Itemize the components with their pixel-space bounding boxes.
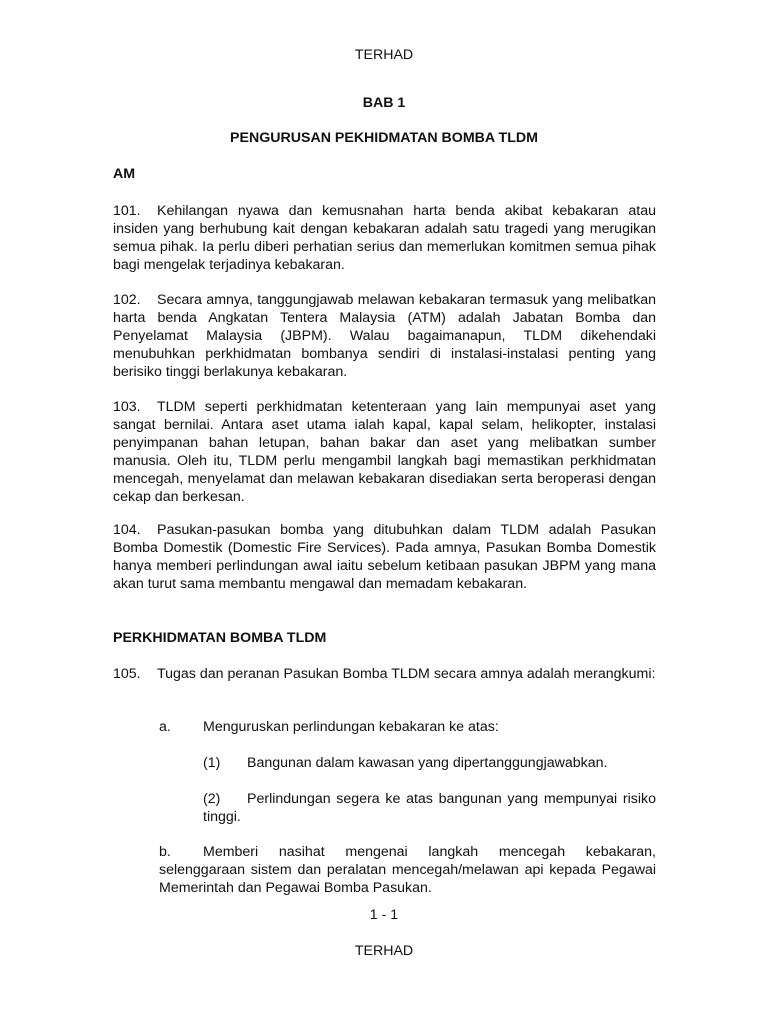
subitem-label: (2) (203, 791, 221, 807)
paragraph-105 (113, 665, 656, 683)
chapter-title: PENGURUSAN PEKHIDMATAN BOMBA TLDM (230, 130, 538, 146)
subitem-a2 (203, 790, 656, 826)
paragraph-text: Tugas dan peranan Pasukan Bomba TLDM secara amnya adalah merangkumi: (157, 666, 656, 682)
subitem-text: Memberi nasihat mengenai langkah mencegah kebakaran, selenggaraan sistem dan peralatan mencegah/melawan api kepada Pegawai Memerintah dan Pegawai Bomba Pasukan. (159, 844, 656, 896)
paragraph-text: Secara amnya, tanggungjawab melawan kebakaran termasuk yang melibatkan harta benda Angkatan Tentera Malaysia (ATM) adalah Jabatan Bomba dan Penyelamat Malaysia (JBPM). Walau bagaimanapun, TLDM dikehendaki menubuhkan perkhidmatan bombanya sendiri di instalasi-instalasi penting yang berisiko tinggi berlakunya kebakaran. (113, 292, 656, 380)
subitem-label: a. (159, 719, 171, 735)
paragraph-104 (113, 521, 656, 593)
subitem-label: b. (159, 844, 171, 860)
paragraph-103 (113, 398, 656, 506)
paragraph-number: 105. (113, 666, 141, 682)
paragraph-101 (113, 202, 656, 274)
section-heading-services: PERKHIDMATAN BOMBA TLDM (113, 630, 327, 646)
header-classification: TERHAD (354, 47, 414, 63)
paragraph-text: Kehilangan nyawa dan kemusnahan harta benda akibat kebakaran atau insiden yang berhubung kait dengan kebakaran adalah satu tragedi yang merugikan semua pihak. Ia perlu diberi perhatian serius dan memerlukan komitmen semua pihak bagi mengelak terjadinya kebakaran. (113, 203, 656, 273)
subitem-text: Bangunan dalam kawasan yang dipertanggungjawabkan. (247, 755, 608, 771)
subitem-label: (1) (203, 755, 221, 771)
subitem-b (159, 843, 656, 897)
paragraph-text: Pasukan-pasukan bomba yang ditubuhkan dalam TLDM adalah Pasukan Bomba Domestik (Domestic Fire Services). Pada amnya, Pasukan Bomba Domestik hanya memberi perlindungan awal iaitu sebelum ketibaan pasukan JBPM yang mana akan turut sama membantu mengawal dan memadam kebakaran. (113, 522, 656, 592)
subitem-a1 (203, 754, 656, 772)
footer-classification: TERHAD (354, 943, 414, 959)
chapter-number: BAB 1 (362, 95, 406, 111)
subitem-a (159, 718, 656, 736)
page-number: 1 - 1 (369, 907, 399, 923)
paragraph-102 (113, 291, 656, 381)
paragraph-text: TLDM seperti perkhidmatan ketenteraan yang lain mempunyai aset yang sangat bernilai. Antara aset utama ialah kapal, kapal selam, helikopter, instalasi penyimpanan bahan letupan, bahan bakar dan aset yang melibatkan sumber manusia. Oleh itu, TLDM perlu mengambil langkah bagi memastikan perkhidmatan mencegah, menyelamat dan melawan kebakaran disediakan serta beroperasi dengan cekap dan berkesan. (113, 399, 656, 505)
subitem-text: Menguruskan perlindungan kebakaran ke atas: (203, 719, 499, 735)
paragraph-number: 104. (113, 522, 141, 538)
paragraph-number: 101. (113, 203, 141, 219)
paragraph-number: 103. (113, 399, 141, 415)
subitem-text: Perlindungan segera ke atas bangunan yang mempunyai risiko tinggi. (203, 791, 656, 825)
paragraph-number: 102. (113, 292, 141, 308)
section-heading-am: AM (113, 166, 136, 182)
